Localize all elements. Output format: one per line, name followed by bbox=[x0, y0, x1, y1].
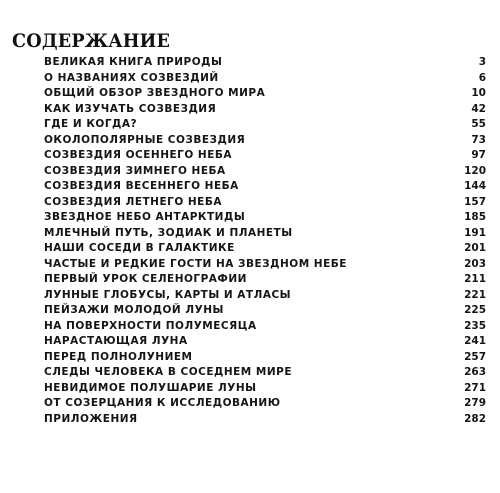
toc-entry-page-number: 257 bbox=[464, 350, 486, 363]
toc-entry bbox=[44, 226, 486, 242]
toc-entry bbox=[44, 334, 486, 350]
toc-entry-label: НАРАСТАЮЩАЯ ЛУНА bbox=[44, 335, 188, 347]
toc-entry bbox=[44, 210, 486, 226]
toc-entry-label: ОКОЛОПОЛЯРНЫЕ СОЗВЕЗДИЯ bbox=[44, 133, 246, 146]
toc-entry-label: ПЕРВЫЙ УРОК СЕЛЕНОГРАФИИ bbox=[44, 273, 247, 285]
toc-list bbox=[44, 55, 486, 427]
toc-entry-label: СОЗВЕЗДИЯ ЛЕТНЕГО НЕБА bbox=[44, 195, 222, 208]
toc-entry-label: НЕВИДИМОЕ ПОЛУШАРИЕ ЛУНЫ bbox=[44, 381, 257, 394]
toc-entry bbox=[44, 102, 486, 118]
toc-entry-page-number: 10 bbox=[471, 87, 486, 99]
toc-entry-page-number: 201 bbox=[464, 242, 486, 254]
toc-entry-page-number: 144 bbox=[464, 180, 486, 192]
toc-entry-page-number: 6 bbox=[478, 71, 486, 84]
toc-entry-label: ОБЩИЙ ОБЗОР ЗВЕЗДНОГО МИРА bbox=[44, 87, 266, 99]
toc-entry-label: СОЗВЕЗДИЯ ВЕСЕННЕГО НЕБА bbox=[44, 180, 239, 192]
toc-entry bbox=[44, 86, 486, 102]
toc-entry bbox=[44, 303, 486, 319]
toc-entry-label: НА ПОВЕРХНОСТИ ПОЛУМЕСЯЦА bbox=[44, 319, 257, 332]
toc-entry-page-number: 157 bbox=[464, 195, 486, 208]
toc-entry-page-number: 282 bbox=[464, 412, 486, 425]
toc-entry-page-number: 263 bbox=[464, 366, 486, 378]
toc-entry-page-number: 221 bbox=[464, 288, 486, 301]
toc-title: СОДЕРЖАНИЕ bbox=[12, 30, 171, 52]
toc-entry bbox=[44, 117, 486, 133]
toc-entry-page-number: 97 bbox=[471, 149, 486, 161]
toc-entry bbox=[44, 164, 486, 180]
toc-entry-page-number: 191 bbox=[464, 226, 486, 239]
toc-entry bbox=[44, 195, 486, 211]
toc-entry-page-number: 203 bbox=[464, 257, 486, 270]
toc-entry-page-number: 211 bbox=[464, 273, 486, 285]
toc-entry-page-number: 241 bbox=[464, 335, 486, 347]
toc-entry bbox=[44, 350, 486, 366]
toc-entry-label: НАШИ СОСЕДИ В ГАЛАКТИКЕ bbox=[44, 242, 235, 254]
toc-entry-label: О НАЗВАНИЯХ СОЗВЕЗДИЙ bbox=[44, 71, 219, 84]
toc-entry bbox=[44, 319, 486, 335]
toc-entry-label: ВЕЛИКАЯ КНИГА ПРИРОДЫ bbox=[44, 56, 223, 68]
toc-entry-label: СОЗВЕЗДИЯ ОСЕННЕГО НЕБА bbox=[44, 149, 233, 161]
toc-entry-label: ЛУННЫЕ ГЛОБУСЫ, КАРТЫ И АТЛАСЫ bbox=[44, 288, 292, 301]
toc-entry-page-number: 3 bbox=[478, 56, 486, 68]
toc-entry bbox=[44, 148, 486, 164]
toc-entry bbox=[44, 179, 486, 195]
toc-entry-page-number: 73 bbox=[471, 133, 486, 146]
toc-entry bbox=[44, 365, 486, 381]
toc-entry-page-number: 42 bbox=[471, 102, 486, 115]
toc-entry-label: КАК ИЗУЧАТЬ СОЗВЕЗДИЯ bbox=[44, 102, 217, 115]
toc-entry-label: МЛЕЧНЫЙ ПУТЬ, ЗОДИАК И ПЛАНЕТЫ bbox=[44, 226, 293, 239]
toc-entry-label: ПЕЙЗАЖИ МОЛОДОЙ ЛУНЫ bbox=[44, 304, 224, 316]
toc-entry-label: ОТ СОЗЕРЦАНИЯ К ИССЛЕДОВАНИЮ bbox=[44, 397, 281, 409]
toc-entry bbox=[44, 55, 486, 71]
toc-entry bbox=[44, 133, 486, 149]
toc-entry-label: ПЕРЕД ПОЛНОЛУНИЕМ bbox=[44, 350, 193, 363]
toc-entry bbox=[44, 396, 486, 412]
toc-entry-label: ЗВЕЗДНОЕ НЕБО АНТАРКТИДЫ bbox=[44, 211, 246, 223]
toc-entry-label: ПРИЛОЖЕНИЯ bbox=[44, 412, 138, 425]
toc-entry-label: СЛЕДЫ ЧЕЛОВЕКА В СОСЕДНЕМ МИРЕ bbox=[44, 366, 293, 378]
toc-entry-page-number: 120 bbox=[464, 164, 486, 177]
toc-entry-label: СОЗВЕЗДИЯ ЗИМНЕГО НЕБА bbox=[44, 164, 226, 177]
toc-entry-page-number: 235 bbox=[464, 319, 486, 332]
toc-entry bbox=[44, 257, 486, 273]
toc-entry-page-number: 225 bbox=[464, 304, 486, 316]
toc-entry-page-number: 185 bbox=[464, 211, 486, 223]
toc-entry-page-number: 55 bbox=[471, 118, 486, 130]
toc-entry bbox=[44, 272, 486, 288]
toc-entry-label: ГДЕ И КОГДА? bbox=[44, 118, 138, 130]
toc-entry bbox=[44, 241, 486, 257]
toc-entry-page-number: 279 bbox=[464, 397, 486, 409]
toc-entry bbox=[44, 288, 486, 304]
toc-entry bbox=[44, 412, 486, 428]
toc-entry bbox=[44, 71, 486, 87]
toc-entry-label: ЧАСТЫЕ И РЕДКИЕ ГОСТИ НА ЗВЕЗДНОМ НЕБЕ bbox=[44, 257, 347, 270]
toc-entry bbox=[44, 381, 486, 397]
toc-entry-page-number: 271 bbox=[464, 381, 486, 394]
